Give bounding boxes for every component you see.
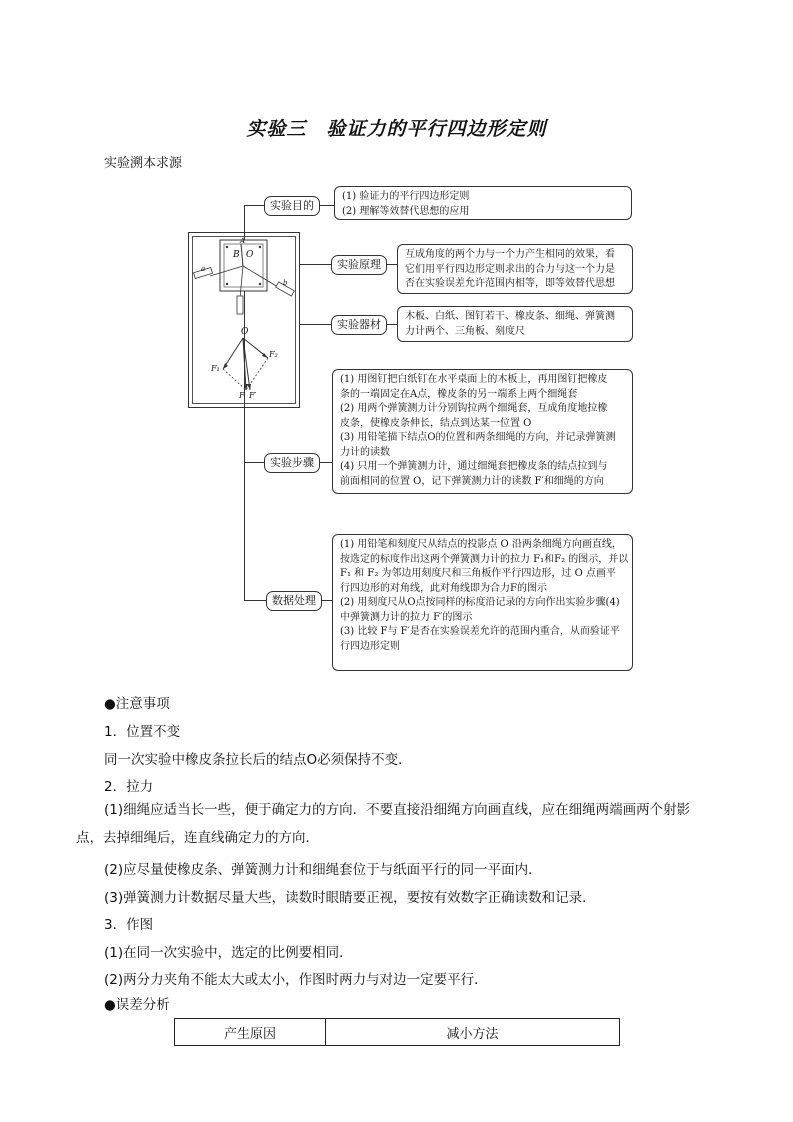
label-equipment: 实验器材 [331,315,387,335]
pin-mark [259,283,261,285]
data-line: (2) 用刻度尺从O点按同样的标度沿记录的方向作出实验步骤(4) [340,597,620,608]
steps-line: 皮条，使橡皮条伸长，结点到达某一位置 O [340,417,532,429]
steps-line: 前面相同的位置 O，记下弹簧测力计的读数 F′和细绳的方向 [340,475,604,487]
steps-line: (4) 只用一个弹簧测力计，通过细绳套把橡皮条的结点拉到与 [340,461,608,472]
principle-line: 否在实验误差允许范围内相等，即等效替代思想 [405,278,615,289]
data-line: 中弹簧测力计的拉力 F′的图示 [340,611,473,623]
equipment-line: 力计两个、三角板、刻度尺 [405,325,525,337]
principle-line: 互成角度的两个力与一个力产生相同的效果，看 [405,249,615,260]
apparatus-figure [188,232,300,408]
box-purpose [334,186,632,220]
branch-line-data [244,600,266,601]
error-analysis-table [174,1018,620,1046]
parallel-side [223,369,246,390]
box-steps [332,369,633,494]
steps-line: 力计的读数 [340,446,390,458]
label-f: F [239,391,245,400]
label-point-b: B [233,250,240,260]
notes-section-3: 3．作图 [104,917,154,933]
data-line: (1) 用铅笔和刻度尺从结点的投影点 O 沿两条细绳方向画直线， [340,539,622,550]
data-line: 按选定的标度作出这两个弹簧测力计的拉力 F₁和F₂ 的图示，并以 [340,553,629,565]
steps-line: (3) 用铅笔描下结点O的位置和两条细绳的方向，并记录弹簧测 [340,432,616,443]
data-line: 行四边形的对角线，此对角线即为合力F的图示 [340,582,547,594]
arrowhead [223,363,228,369]
table-header-cause: 产生原因 [175,1019,326,1046]
pin-mark [226,246,228,248]
label-point-a: A [240,237,246,245]
pin-mark [226,283,228,285]
page-title: 实验三 验证力的平行四边形定则 [246,118,547,140]
notes-section-2: 2．拉力 [104,779,154,795]
arrowhead [247,384,251,390]
label-f-prime: F′ [249,391,257,400]
branch-line-purpose [244,205,266,206]
label-data: 数据处理 [266,591,322,611]
error-analysis-heading: ●误差分析 [104,997,170,1013]
branch-line-steps [244,462,266,463]
connector-steps [318,462,332,463]
notes-section-2-p3: (3)弹簧测力计数据尽量大些，读数时眼睛要正视，要按有效数字正确读数和记录． [104,890,596,906]
steps-line: (2) 用两个弹簧测力计分别钩拉两个细绳套，互成角度地拉橡 [340,403,608,414]
label-f2: F₂ [269,350,278,359]
section-subheading: 实验溯本求源 [104,156,183,171]
label-purpose: 实验目的 [264,196,320,216]
purpose-line: (2) 理解等效替代思想的应用 [342,205,470,217]
purpose-line: (1) 验证力的平行四边形定则 [342,191,470,202]
experiment-setup-drawing [188,232,300,408]
box-equipment [397,306,633,342]
spring-scale-bottom [237,296,243,314]
box-data [332,534,633,671]
steps-line: 条的一端固定在A点，橡皮条的另一端系上两个细绳套 [340,388,578,400]
label-knot-o: O [246,250,254,260]
notes-section-1: 1．位置不变 [104,724,181,740]
label-string-a: a [201,265,206,273]
notes-section-2-p1: (1)细绳应适当长一些，便于确定力的方向．不要直接沿细绳方向画直线，应在细绳两端画两个射影点，去掉细绳后，连直线确定力的方向． [76,802,691,846]
steps-line: (1) 用图钉把白纸钉在水平桌面上的木板上，再用图钉把橡皮 [340,374,608,385]
pin-mark [259,246,261,248]
notes-section-3-p1: (1)在同一次实验中，选定的比例要相同． [104,945,353,961]
label-principle: 实验原理 [331,255,387,275]
branch-line-equipment [300,324,332,325]
branch-line-principle [300,264,332,265]
data-line: (3) 比较 F与 F′是否在实验误差允许的范围内重合，从而验证平 [340,626,620,637]
notes-heading: ●注意事项 [104,696,170,712]
data-line: 行四边形定则 [340,640,400,652]
notes-section-1-text: 同一次实验中橡皮条拉长后的结点O必须保持不变． [104,752,412,768]
notes-section-2-p2: (2)应尽量使橡皮条、弹簧测力计和细绳套位于与纸面平行的同一平面内． [104,862,542,878]
label-f1: F₁ [211,364,220,373]
label-steps: 实验步骤 [264,453,320,473]
principle-line: 它们用平行四边形定则求出的合力与这一个力是 [405,263,615,275]
equipment-line: 木板、白纸、图钉若干、橡皮条、细绳、弹簧测 [405,311,615,322]
label-string-b: b [283,279,288,287]
notes-section-3-p2: (2)两分力夹角不能太大或太小，作图时两力与对边一定要平行． [104,972,488,988]
table-header-row [175,1019,620,1046]
label-origin-o: O [241,327,249,337]
connector-purpose [318,205,334,206]
table-header-method: 减小方法 [326,1019,620,1046]
data-line: F₁ 和 F₂ 为邻边用刻度尺和三角板作平行四边形，过 O 点画平 [340,568,616,579]
box-principle [397,244,633,294]
